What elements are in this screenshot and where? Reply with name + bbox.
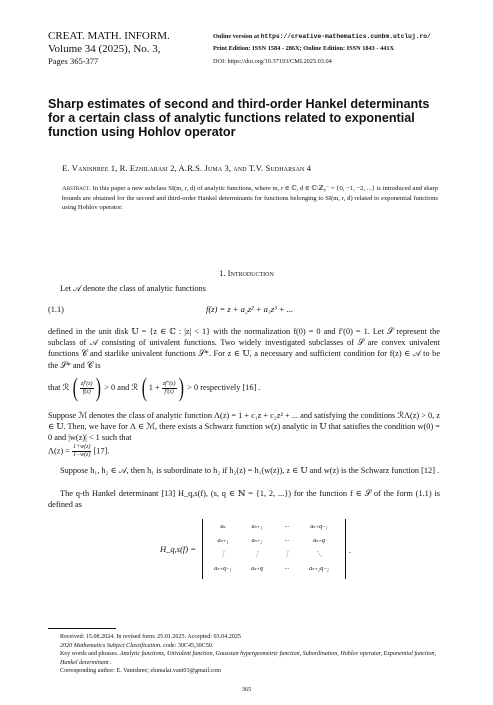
journal-name: CREAT. MATH. INFORM.	[48, 30, 170, 42]
msc-line: 2020 Mathematics Subject Classification. code: 30C45,30C50.	[60, 642, 214, 649]
footnotes	[60, 633, 450, 676]
paragraph-5: The q-th Hankel determinant [13] H_q,s(f), (s, q ∈ ℕ = {1, 2, ...}) for the function f ∈ 𝒮 of the form (1.1) is defined as	[48, 489, 440, 510]
abstract	[62, 184, 438, 213]
doi-line[interactable]: DOI: https://doi.org/10.37193/CMI.2025.03.04	[213, 57, 332, 65]
corresponding-author: Corresponding author: E. Vanishree; elumalai.vani03@gmail.com	[60, 668, 222, 674]
section-heading: 1. Introduction	[219, 268, 274, 278]
condition-line: that ℛ ( $\frac{zf'(z)}{f(z)}$ ) > 0 and ℛ ( 1 + $\frac{zf''(z)}{f'(z)}$ ) > 0 respectively [16] .	[48, 373, 261, 402]
page-number: 365	[241, 686, 252, 693]
online-info	[213, 31, 431, 68]
cond-start: that ℛ	[48, 382, 70, 392]
keywords-line: Key words and phrases. Analytic functions, Univalent function, Gaussian hypergeometric function, Subordination, Hohlov operator, Exponential function, Hankel determinant .	[60, 651, 436, 666]
cond-mid: > 0 and ℛ	[104, 382, 138, 392]
lambda-formula: Λ(z) = $\frac{1+w(z)}{1-w(z)}$ [17].	[48, 444, 110, 458]
paper-title: Sharp estimates of second and third-order Hankel determinants for a certain class of analytic functions related to exponential function using Hohlov operator	[48, 97, 430, 139]
journal-pages: Pages 365-377	[48, 56, 99, 66]
footnote-rule	[48, 628, 116, 629]
journal-volume: Volume 34 (2025), No. 3,	[48, 42, 161, 55]
paragraph-4: Suppose h₁, h₂ ∈ 𝒜, then h₁ is subordinate to h₂ if h₂(z) = h₁(w(z)), z ∈ 𝕌 and w(z) is the Schwarz function [12] .	[60, 466, 440, 475]
abstract-label: Abstract.	[62, 185, 91, 192]
paragraph-1: Let 𝒜 denote the class of analytic functions	[60, 284, 206, 293]
hankel-lhs: H_q,s(f) =	[160, 544, 196, 554]
issn-line: Print Edition: ISSN 1584 - 286X; Online Edition: ISSN 1843 - 441X	[213, 45, 395, 53]
equation-1-1: f(z) = z + a₂z² + a₃z³ + ...	[206, 304, 294, 314]
online-prefix: Online version at	[213, 33, 260, 40]
cond-end: > 0 respectively [16] .	[187, 382, 261, 392]
received-dates: Received: 15.08.2024. In revised form: 25.01.2025. Accepted: 03.04.2025	[60, 634, 241, 640]
journal-header	[48, 30, 170, 68]
author-list: E. Vanishree 1, R. Ezhilarasi 2, A.R.S. Juma 3, and T.V. Sudharsan 4	[62, 163, 312, 173]
online-url[interactable]: https://creative-mathematics.cunbm.utcluj.ro/	[260, 33, 431, 40]
paragraph-2: defined in the unit disk 𝕌 = {z ∈ ℂ : |z| < 1} with the normalization f(0) = 0 and f′(0) = 1. Let 𝒮 represent the subclass of 𝒜 consisting of univalent functions. Two widely investigated subclasses of 𝒮 are convex univalent functions 𝒞 and starlike univalent functions 𝒮*. For z ∈ 𝕌, a necessary and sufficient condition for f(z) ∈ 𝒜 to be the 𝒮* and 𝒞 is	[48, 327, 440, 370]
abstract-text: In this paper a new subclass SI(m, r, d) of analytic functions, where m, r ∈ ℂ, d ∈ ℂ\ℤ₀⁻ = {0, −1, −2, ...} is introduced and sharp bounds are obtained for the second and third-order Hankel determinants for functions belonging to SI(m, r, d) related to exponential functions using Hohlov operator.	[62, 185, 438, 212]
paragraph-3: Suppose ℳ denotes the class of analytic function Λ(z) = 1 + c₁z + c₂z² + ... and satisfying the conditions ℛΛ(z) > 0, z ∈ 𝕌. Then, we have for Λ ∈ ℳ, there exists a Schwarz function w(z) analytic in 𝕌 that satisfies the condition w(0) = 0 and |w(z)| < 1 such that	[48, 411, 440, 443]
fraction-starlike: $\frac{zf'(z)}{f(z)}$	[80, 380, 93, 395]
hankel-end: .	[349, 545, 352, 555]
hankel-matrix: aₛ aₛ₊₁ ... aₛ₊q₋₁ aₛ₊₁ aₛ₊₂ ... aₛ₊q ⋮ ⋮ ⋮ ⋱ aₛ₊q₋₁ aₛ₊q ... aₛ₊₂q₋₂	[202, 519, 346, 579]
equation-label: (1.1)	[48, 305, 64, 314]
fraction-convex: $\frac{zf''(z)}{f'(z)}$	[162, 380, 176, 395]
fraction-lambda: $\frac{1+w(z)}{1-w(z)}$	[73, 444, 91, 458]
